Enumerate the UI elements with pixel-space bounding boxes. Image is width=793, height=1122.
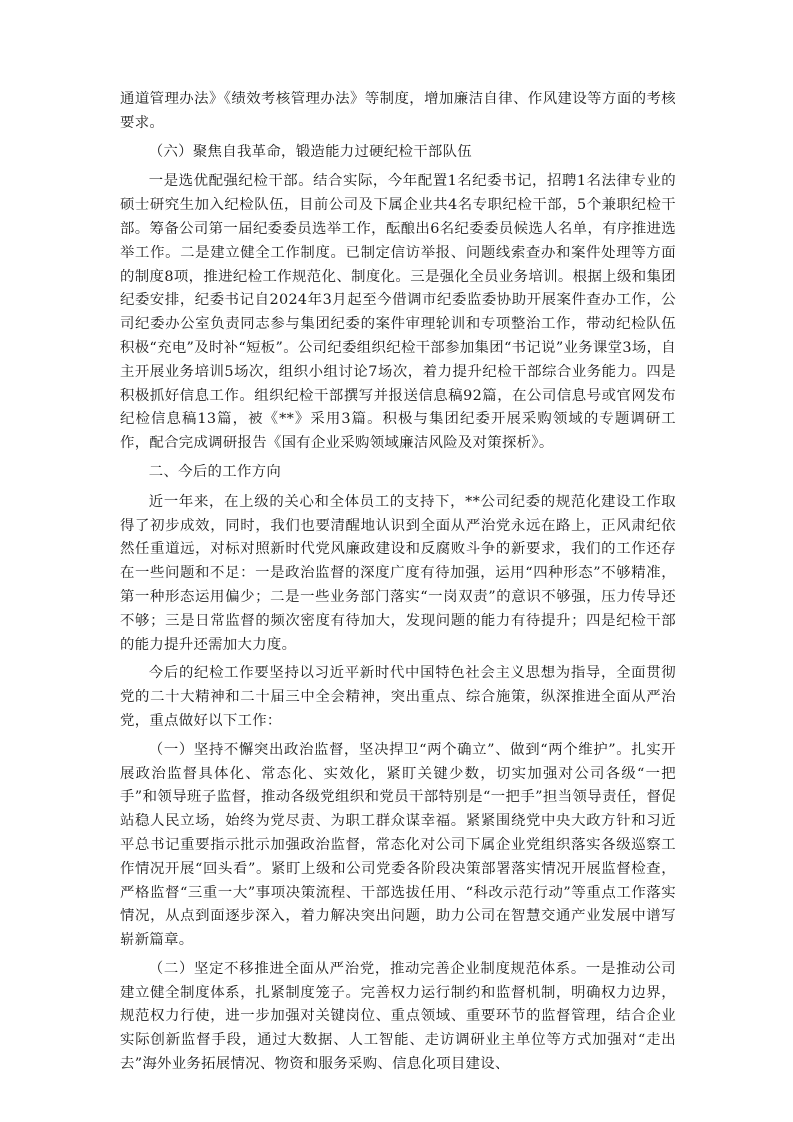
section-heading-six: （六）聚焦自我革命，锻造能力过硬纪检干部队伍 [148,143,472,160]
paragraph-guidance: 今后的纪检工作要坚持以习近平新时代中国特色社会主义思想为指导，全面贯彻党的二十大精神和二十届三中全会精神，突出重点、综合施策，纵深推进全面从严治党，重点做好以下工作： [120,665,676,729]
paragraph-item-strict-governance: （二）坚定不移推进全面从严治党，推动完善企业制度规范体系。一是推动公司建立健全制度体系，扎紧制度笼子。完善权力运行制约和监督机制，明确权力边界，规范权力行使，进一步加强对关键岗位、重点领域、重要环节的监督管理，结合企业实际创新监督手段，通过大数据、人工智能、走访调研业主单位等方式加强对“走出去”海外业务拓展情况、物资和服务采购、信息化项目建设、 [120,960,676,1073]
document-body [120,88,676,1082]
paragraph-intro-continuation: 通道管理办法》《绩效考核管理办法》等制度，增加廉洁自律、作风建设等方面的考核要求。 [120,91,676,131]
paragraph-problems: 近一年来，在上级的关心和全体员工的支持下，**公司纪委的规范化建设工作取得了初步成效，同时，我们也要清醒地认识到全面从严治党永远在路上，正风肃纪依然任重道远，对标对照新时代党风廉政建设和反腐败斗争的新要求，我们的工作还存在一些问题和不足：一是政治监督的深度广度有待加强，运用“四种形态”不够精准，第一种形态运用偏少；二是一些业务部门落实“一岗双责”的意识不够强，压力传导还不够；三是日常监督的频次密度有待加大，发现问题的能力有待提升；四是纪检干部的能力提升还需加大力度。 [120,493,676,653]
section-heading-future-direction: 二、今后的工作方向 [148,463,282,480]
paragraph-cadre-team: 一是选优配强纪检干部。结合实际，今年配置1名纪委书记，招聘1名法律专业的硕士研究生加入纪检队伍，目前公司及下属企业共4名专职纪检干部，5个兼职纪检干部。筹备公司第一届纪委委员选举工作，酝酿出6名纪委委员候选人名单，有序推进选举工作。二是建立健全工作制度。已制定信访举报、问题线索查办和案件处理等方面的制度8项，推进纪检工作规范化、制度化。三是强化全员业务培训。根据上级和集团纪委安排，纪委书记自2024年3月起至今借调市纪委监委协助开展案件查办工作，公司纪委办公室负责同志参与集团纪委的案件审理轮训和专项整治工作，带动纪检队伍积极“充电”及时补“短板”。公司纪委组织纪检干部参加集团“书记说”业务课堂3场，自主开展业务培训5场次，组织小组讨论7场次，着力提升纪检干部综合业务能力。四是积极抓好信息工作。组织纪检干部撰写并报送信息稿92篇，在公司信息号或官网发布纪检信息稿13篇，被《**》采用3篇。积极与集团纪委开展采购领域的专题调研工作，配合完成调研报告《国有企业采购领域廉洁风险及对策探析》。 [120,173,676,452]
paragraph-item-political-supervision: （一）坚持不懈突出政治监督，坚决捍卫“两个确立”、做到“两个维护”。扎实开展政治监督具体化、常态化、实效化，紧盯关键少数，切实加强对公司各级“一把手”和领导班子监督，推动各级党组织和党员干部特别是“一把手”担当领导责任，督促站稳人民立场，始终为党尽责、为职工群众谋幸福。紧紧围绕党中央大政方针和习近平总书记重要指示批示加强政治监督，常态化对公司下属企业党组织落实各级巡察工作情况开展“回头看”。紧盯上级和公司党委各阶段决策部署落实情况开展监督检查，严格监督“三重一大”事项决策流程、干部选拔任用、“科改示范行动”等重点工作落实情况，从点到面逐步深入，着力解决突出问题，助力公司在智慧交通产业发展中谱写崭新篇章。 [120,741,676,949]
